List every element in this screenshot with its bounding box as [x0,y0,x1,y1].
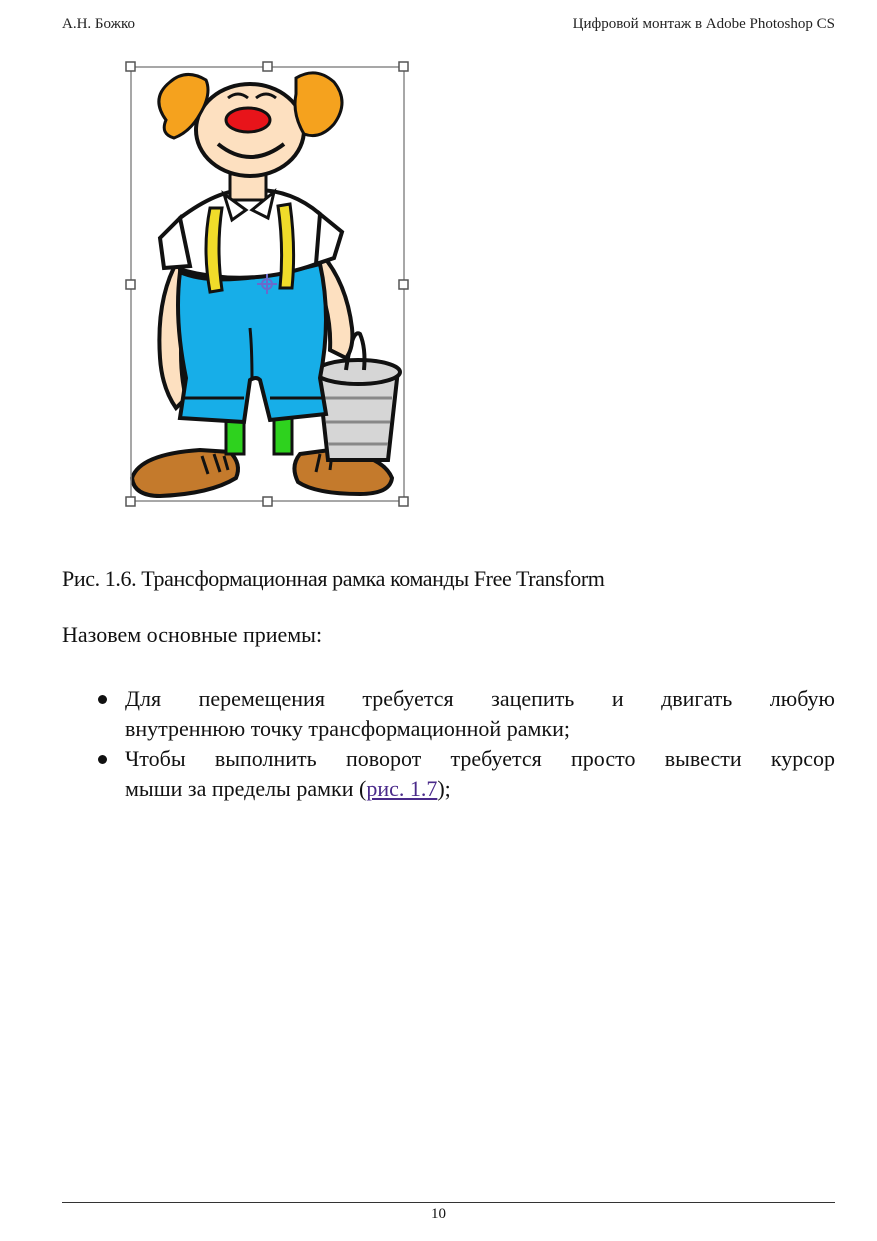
page-number: 10 [431,1206,446,1222]
list-item-line: Чтобы выполнить поворот требуется просто вывести курсор [125,746,835,771]
list-item-line [125,774,835,804]
footer-divider [62,1202,835,1203]
hair-r-shape [295,73,342,136]
header-author: А.Н. Божко [62,16,136,32]
susp-l-shape [206,208,222,292]
techniques-list [62,684,835,804]
list-item [62,744,835,804]
sock-r-shape [274,418,292,454]
text-after-link: ); [437,776,451,801]
intro-paragraph: Назовем основные приемы: [62,622,323,647]
clown-figure [120,58,416,514]
figure-caption: Рис. 1.6. Трансформационная рамка команды Free Transform [62,566,605,591]
shoe-l-shape [132,450,238,496]
bullet-icon [98,695,107,704]
header-book-title: Цифровой монтаж в Adobe Photoshop CS [572,16,835,32]
text-before-link: мыши за пределы рамки ( [125,776,367,801]
shirt-shape [176,190,322,278]
list-item-line: Для перемещения требуется зацепить и двигать любую [125,686,835,711]
list-item [62,684,835,744]
clown-illustration [120,58,416,514]
figure-reference-link[interactable]: рис. 1.7 [366,776,438,801]
bullet-icon [98,755,107,764]
bucket-rim-shape [316,360,400,384]
susp-r-shape [278,204,294,288]
list-item-line: внутреннюю точку трансформационной рамки; [125,716,570,741]
nose-shape [226,108,270,132]
